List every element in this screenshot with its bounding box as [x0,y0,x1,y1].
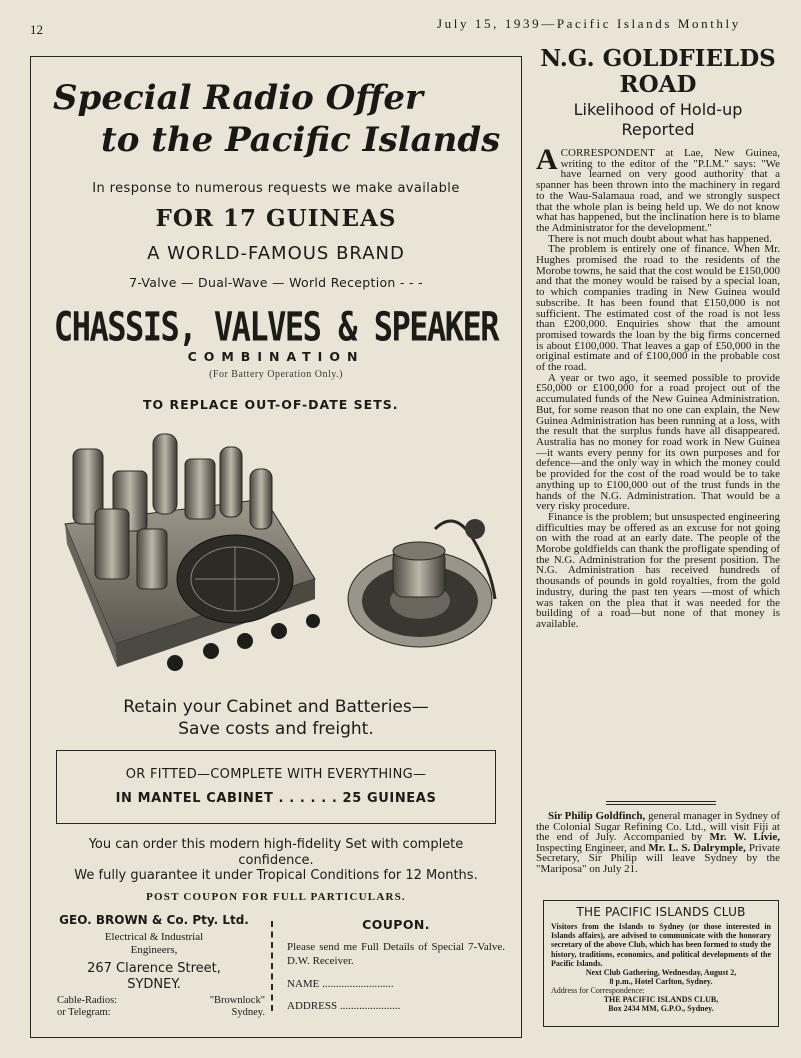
ad-retain-line1: Retain your Cabinet and Batteries— [123,697,429,717]
ad-post-coupon: POST COUPON FOR FULL PARTICULARS. [146,891,406,903]
person-name: Mr. W. Livie, [709,831,780,844]
company-street: 267 Clarence Street, [87,961,221,976]
cable-label1: Cable-Radios: [57,995,118,1006]
section-rule [606,804,716,805]
club-text: Visitors from the Islands to Sydney (or those interested in Islands affairs), are advised to communicate with the honorary secretary of the above Club, which has been formed to study the history, traditions, economics, and political developments of the Pacific Islands. Next Club Gathering, Wednesday, August 2, 8 p.m., Hotel Carlton, Sydney. [551,922,771,987]
radio-chassis-photo [55,429,503,675]
club-gathering: Next Club Gathering, Wednesday, August 2, [585,968,737,978]
article-title: N.G. GOLDFIELDS ROAD [540,45,776,98]
coupon-name-field[interactable]: NAME .......................... [287,978,394,990]
club-notice [543,900,779,1027]
company-address [43,961,265,993]
running-head: July 15, 1939—Pacific Islands Monthly [437,16,741,31]
ad-modern-line2: confidence. [238,853,314,868]
coupon-address-field[interactable]: ADDRESS ...................... [287,1000,401,1012]
company-cable [43,995,265,1025]
ad-fitted-box [56,750,496,824]
company-city: SYDNEY. [127,977,181,992]
radio-advertisement [30,56,522,1038]
cable-label2: or Telegram: [57,1007,111,1018]
club-address-label: Address for Correspondence: [551,986,645,996]
ad-title-line1: Special Radio Offer [53,78,423,118]
ad-modern-line1: You can order this modern high-fidelity Set with complete [88,837,464,852]
section-rule [606,801,716,802]
person-name: Sir Philip Goldfinch, [548,810,646,822]
club-address-line2: Box 2434 MM, G.P.O., Sydney. [608,1004,714,1014]
ad-retain-line2: Save costs and freight. [178,719,374,739]
article-paragraph: Finance is the problem; but unsuspected engineering difficulties may be offered as an excuse for not going on with the road at an early date. The people of the Morobe goldfields can thank the profligate spending of the N.G. Administration for the present position. The N.G. Administration has received hundreds of thousands of pounds in gold royalties, from the gold industry, during the past ten years —most of which was taken on the plea that it was needed for the building of a road—but none of that money is available. [536,510,780,630]
company-desc-line1: Electrical & Industrial [104,931,204,943]
ad-chassis: CHASSIS, VALVES & SPEAKER [53,303,499,351]
person-name: Mr. L. S. Dalrymple, [648,841,746,854]
club-title: THE PACIFIC ISLANDS CLUB [576,905,746,919]
company-name: GEO. BROWN & Co. Pty. Ltd. [59,913,249,927]
ad-fitted-line2: IN MANTEL CABINET . . . . . . 25 GUINEAS [115,791,437,806]
club-address-line1: THE PACIFIC ISLANDS CLUB, [603,995,719,1005]
company-desc-line2: Engineers, [130,944,178,956]
ad-combination: COMBINATION [187,349,365,364]
ad-brand: A WORLD-FAMOUS BRAND [147,243,405,264]
club-address [544,986,778,1013]
ad-replace [143,397,399,412]
club-gathering-venue: 8 p.m., Hotel Carlton, Sydney. [609,977,713,987]
article-paragraph: The problem is entirely one of finance. When Mr. Hughes promised the road to the residents of the Morobe towns, he said that the cost would be £150,000 and that the money would be raised by a special loan, to which companies trading in New Guinea would subscribe. It has been found that £150,000 is not sufficient. The estimated cost of the road is not less than £200,000. Enquiries show that the amount promised towards the loan by the big firms concerned is about £100,000. That leaves a gap of £50,000 in the original estimate and of £100,000 in the probable cost of the road. [536,243,780,374]
company-desc [43,931,265,957]
ad-price: FOR 17 GUINEAS [155,205,397,232]
article-body [536,143,780,630]
coupon-title: COUPON. [362,917,430,932]
coupon-cut-line [271,921,273,1011]
ad-fitted-line1: OR FITTED—COMPLETE WITH EVERYTHING— [125,767,427,782]
ad-replace-bold: OUT-OF-DATE SETS. [244,397,399,412]
cable-value1: "Brownlock" [209,995,265,1006]
ad-requests: In response to numerous requests we make available [92,181,460,196]
ad-title-line2: to the Pacific Islands [101,120,501,160]
company-block [43,913,265,1025]
coupon [287,917,505,1012]
article-paragraph: There is not much doubt about what has happened. [548,232,772,245]
ad-battery-note: (For Battery Operation Only.) [209,369,343,380]
ad-replace-prefix: TO REPLACE [143,397,240,412]
ad-modern-line3: We fully guarantee it under Tropical Conditions for 12 Months. [74,868,478,883]
cable-value2: Sydney. [231,1007,265,1018]
goldfinch-notice: Sir Philip Goldfinch, general manager in Sydney of the Colonial Sugar Refining Co. Ltd., will visit Fiji at the end of July. Accompanied by Mr. W. Livie, Inspecting Engineer, and Mr. L. S. Dalrymple, Private Secretary, Sir Philip will leave Sydney by the "Mariposa" on July 21. [536,810,781,875]
article-subtitle: Likelihood of Hold-up Reported [573,100,743,139]
ad-features: 7-Valve — Dual-Wave — World Reception - - - [129,275,423,290]
drop-cap: A [536,143,558,176]
page-number: 12 [30,22,43,37]
article-paragraph: ACORRESPONDENT at Lae, New Guinea, writing to the editor of the "P.I.M." says: "We have learned on very good authority that a spanner has been thrown into the machinery in regard to the Wau-Salamaua road, and we strongly suspect that the whole plan is being held up. We do not know what has happened, but the inclination here is to blame the Administrator for the development." [536,143,780,234]
coupon-text: Please send me Full Details of Special 7-Valve. D.W. Receiver. [287,941,505,967]
article-paragraph: A year or two ago, it seemed possible to provide £50,000 or £100,000 for a road project out of the accumulated funds of the New Guinea Administration. But, for some reason that no one can explain, the New Guinea Administration has been running at a loss, with the result that the surplus funds have all disappeared. Australia has no money for road work in New Guinea—it wants every penny for its own purposes and for defence—and the only way in which the money could be provided for the cost of the road would be to take anything up to £100,000 out of the trust funds in the hands of the N.G. Administration. That would be a very risky procedure. [536,371,780,513]
